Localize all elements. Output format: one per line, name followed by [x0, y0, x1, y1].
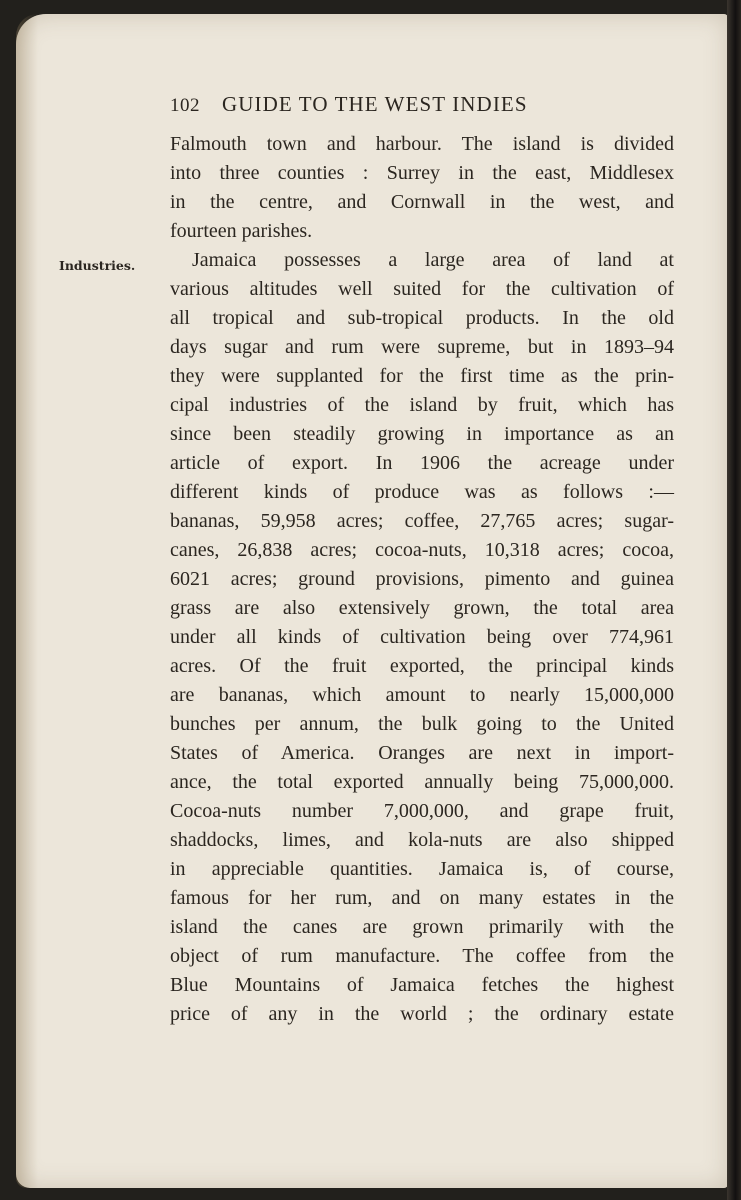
- text-line: article of export. In 1906 the acreage under: [170, 452, 674, 474]
- text-line: in the centre, and Cornwall in the west, and: [170, 191, 674, 213]
- text-line: bunches per annum, the bulk going to the United: [170, 713, 674, 735]
- text-line: shaddocks, limes, and kola-nuts are also shipped: [170, 829, 674, 851]
- body-text: [170, 130, 674, 1029]
- text-line: cipal industries of the island by fruit, which has: [170, 394, 674, 416]
- text-line: ance, the total exported annually being 75,000,000.: [170, 771, 674, 793]
- page-number: 102: [170, 95, 200, 116]
- book-gutter: [727, 0, 741, 1200]
- text-line: days sugar and rum were supreme, but in 1893–94: [170, 336, 674, 358]
- running-head-title: GUIDE TO THE WEST INDIES: [222, 92, 528, 116]
- text-line: island the canes are grown primarily with the: [170, 916, 674, 938]
- text-line: different kinds of produce was as follows :—: [170, 481, 674, 503]
- running-head: [170, 92, 634, 117]
- text-line: Falmouth town and harbour. The island is divided: [170, 133, 674, 155]
- text-line: 6021 acres; ground provisions, pimento and guinea: [170, 568, 674, 590]
- text-line: Cocoa-nuts number 7,000,000, and grape fruit,: [170, 800, 674, 822]
- text-line: canes, 26,838 acres; cocoa-nuts, 10,318 acres; cocoa,: [170, 539, 674, 561]
- text-line: into three counties : Surrey in the east, Middlesex: [170, 162, 674, 184]
- text-line: they were supplanted for the first time as the prin-: [170, 365, 674, 387]
- text-line: bananas, 59,958 acres; coffee, 27,765 acres; sugar-: [170, 510, 674, 532]
- text-line: all tropical and sub-tropical products. In the old: [170, 307, 674, 329]
- text-line: States of America. Oranges are next in import-: [170, 742, 674, 764]
- text-line: grass are also extensively grown, the total area: [170, 597, 674, 619]
- text-line: various altitudes well suited for the cultivation of: [170, 278, 674, 300]
- text-line: are bananas, which amount to nearly 15,000,000: [170, 684, 674, 706]
- text-line: under all kinds of cultivation being over 774,961: [170, 626, 674, 648]
- text-line: in appreciable quantities. Jamaica is, of course,: [170, 858, 674, 880]
- text-line: Jamaica possesses a large area of land at: [192, 249, 674, 271]
- text-line: fourteen parishes.: [170, 220, 313, 242]
- text-line: acres. Of the fruit exported, the principal kinds: [170, 655, 674, 677]
- text-line: since been steadily growing in importance as an: [170, 423, 674, 445]
- text-line: famous for her rum, and on many estates in the: [170, 887, 674, 909]
- margin-note-industries: Industries.: [59, 258, 136, 273]
- text-line: Blue Mountains of Jamaica fetches the highest: [170, 974, 674, 996]
- text-line: price of any in the world ; the ordinary estate: [170, 1003, 674, 1025]
- text-line: object of rum manufacture. The coffee from the: [170, 945, 674, 967]
